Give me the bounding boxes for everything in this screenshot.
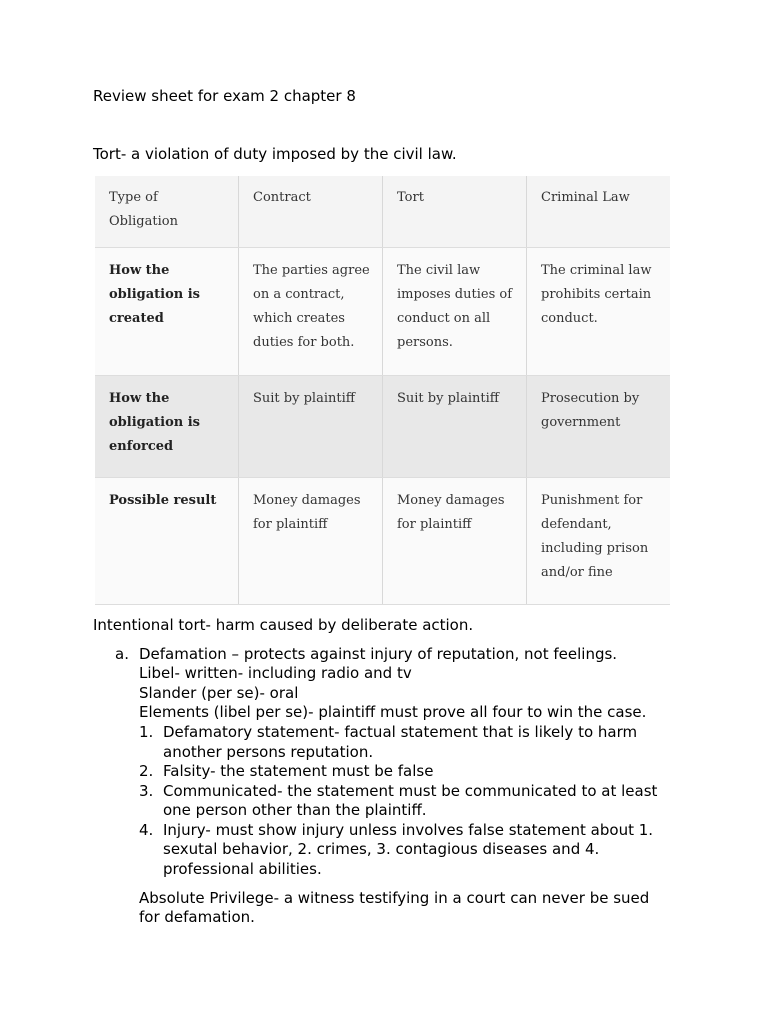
element-text: professional abilities. xyxy=(163,860,322,878)
table-header-cell: Contract xyxy=(239,176,383,247)
element-text: Communicated- the statement must be communicated to at least xyxy=(163,782,658,800)
intentional-tort-definition: Intentional tort- harm caused by deliberate action. xyxy=(93,616,474,634)
absolute-privilege-text: for defamation. xyxy=(139,908,255,926)
table-header-cell: Type of Obligation xyxy=(95,176,239,247)
table-cell: Money damages for plaintiff xyxy=(383,478,527,604)
element-number: 4. xyxy=(139,821,154,839)
element-text: Injury- must show injury unless involves false statement about 1. xyxy=(163,821,654,839)
element-text: one person other than the plaintiff. xyxy=(163,801,427,819)
element-text: sexutal behavior, 2. crimes, 3. contagious diseases and 4. xyxy=(163,840,600,858)
element-text: Defamatory statement- factual statement that is likely to harm xyxy=(163,723,638,741)
page-title: Review sheet for exam 2 chapter 8 xyxy=(93,87,356,105)
table-cell: Punishment for defendant, including prison and/or fine xyxy=(541,493,649,580)
table-cell: Money damages for plaintiff xyxy=(239,478,383,604)
table-row-label: How the obligation is enforced xyxy=(95,376,239,477)
table-row xyxy=(95,376,670,478)
obligation-comparison-table xyxy=(95,176,670,605)
element-number: 3. xyxy=(139,782,154,800)
table-cell: The parties agree on a contract, which creates duties for both. xyxy=(239,248,383,375)
tort-definition: Tort- a violation of duty imposed by the civil law. xyxy=(93,145,457,163)
table-row-label: How the obligation is created xyxy=(95,248,239,375)
element-text: another persons reputation. xyxy=(163,743,374,761)
table-header-cell: Criminal Law xyxy=(541,190,630,205)
table-cell: Suit by plaintiff xyxy=(383,376,527,477)
element-number: 2. xyxy=(139,762,154,780)
libel-text: Libel- written- including radio and tv xyxy=(139,664,412,682)
table-cell: Suit by plaintiff xyxy=(239,376,383,477)
absolute-privilege-text: Absolute Privilege- a witness testifying in a court can never be sued xyxy=(139,889,650,907)
table-row xyxy=(95,478,670,605)
table-cell: The civil law imposes duties of conduct on all persons. xyxy=(383,248,527,375)
elements-intro: Elements (libel per se)- plaintiff must prove all four to win the case. xyxy=(139,703,647,721)
table-header-cell: Tort xyxy=(383,176,527,247)
element-text: Falsity- the statement must be false xyxy=(163,762,434,780)
list-marker: a. xyxy=(115,645,129,663)
table-row-label: Possible result xyxy=(95,478,239,604)
table-header-row xyxy=(95,176,670,248)
element-number: 1. xyxy=(139,723,154,741)
slander-text: Slander (per se)- oral xyxy=(139,684,299,702)
table-cell: Prosecution by government xyxy=(541,391,640,430)
defamation-heading: Defamation – protects against injury of reputation, not feelings. xyxy=(139,645,618,663)
table-row xyxy=(95,248,670,376)
table-cell: The criminal law prohibits certain conduct. xyxy=(541,263,652,326)
